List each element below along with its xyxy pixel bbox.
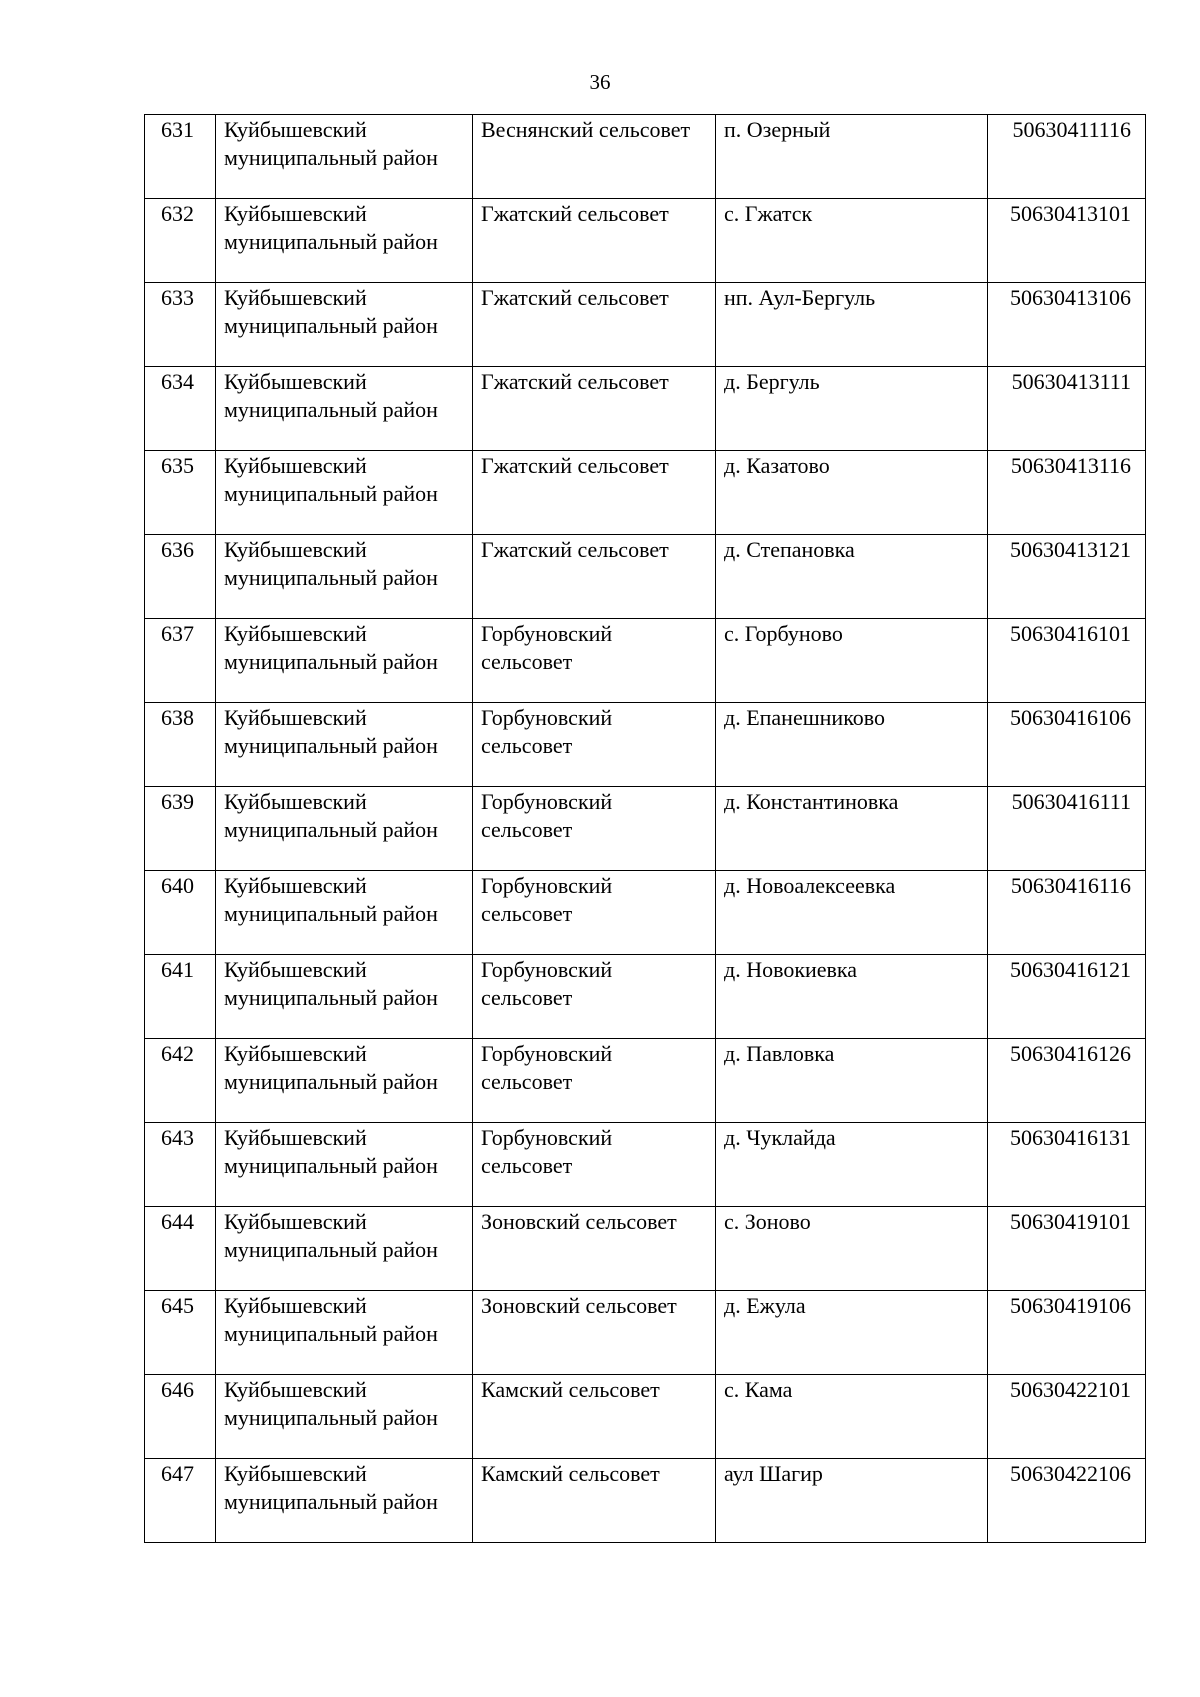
council-cell-text: Веснянский сельсовет bbox=[481, 117, 691, 142]
code-cell bbox=[988, 619, 1146, 703]
row-number-cell-text: 640 bbox=[161, 873, 194, 898]
district-cell-text: Куйбышевский муниципальный район bbox=[224, 1209, 438, 1262]
code-cell-text: 50630422106 bbox=[1010, 1461, 1131, 1486]
settlement-cell bbox=[716, 1207, 988, 1291]
row-number-cell bbox=[145, 451, 216, 535]
settlement-cell bbox=[716, 1123, 988, 1207]
code-cell-text: 50630411116 bbox=[1012, 117, 1131, 142]
row-number-cell bbox=[145, 1207, 216, 1291]
council-cell bbox=[473, 367, 716, 451]
council-cell-text: Камский сельсовет bbox=[481, 1377, 660, 1402]
district-cell bbox=[216, 955, 473, 1039]
settlement-cell bbox=[716, 1459, 988, 1543]
row-number-cell-text: 642 bbox=[161, 1041, 194, 1066]
council-cell bbox=[473, 535, 716, 619]
row-number-cell bbox=[145, 1123, 216, 1207]
table-row bbox=[145, 1291, 1146, 1375]
code-cell bbox=[988, 1123, 1146, 1207]
settlement-cell-text: д. Бергуль bbox=[724, 369, 820, 394]
district-cell-text: Куйбышевский муниципальный район bbox=[224, 957, 438, 1010]
table-row bbox=[145, 367, 1146, 451]
row-number-cell bbox=[145, 367, 216, 451]
table-row bbox=[145, 1459, 1146, 1543]
row-number-cell-text: 634 bbox=[161, 369, 194, 394]
council-cell-text: Горбуновский сельсовет bbox=[481, 621, 613, 674]
settlement-cell bbox=[716, 703, 988, 787]
council-cell-text: Гжатский сельсовет bbox=[481, 453, 669, 478]
council-cell-text: Горбуновский сельсовет bbox=[481, 873, 613, 926]
table-row bbox=[145, 1039, 1146, 1123]
table-row bbox=[145, 619, 1146, 703]
district-cell bbox=[216, 871, 473, 955]
district-cell bbox=[216, 535, 473, 619]
district-cell bbox=[216, 1039, 473, 1123]
settlement-cell bbox=[716, 955, 988, 1039]
settlement-cell bbox=[716, 535, 988, 619]
settlements-table bbox=[144, 114, 1146, 1543]
district-cell bbox=[216, 1207, 473, 1291]
district-cell-text: Куйбышевский муниципальный район bbox=[224, 453, 438, 506]
district-cell bbox=[216, 451, 473, 535]
council-cell-text: Гжатский сельсовет bbox=[481, 285, 669, 310]
row-number-cell-text: 639 bbox=[161, 789, 194, 814]
row-number-cell bbox=[145, 1291, 216, 1375]
code-cell bbox=[988, 199, 1146, 283]
council-cell bbox=[473, 787, 716, 871]
settlement-cell-text: д. Степановка bbox=[724, 537, 855, 562]
row-number-cell bbox=[145, 619, 216, 703]
table-row bbox=[145, 1375, 1146, 1459]
code-cell-text: 50630422101 bbox=[1010, 1377, 1131, 1402]
settlement-cell-text: с. Гжатск bbox=[724, 201, 813, 226]
row-number-cell-text: 643 bbox=[161, 1125, 194, 1150]
district-cell-text: Куйбышевский муниципальный район bbox=[224, 1125, 438, 1178]
code-cell bbox=[988, 115, 1146, 199]
settlement-cell bbox=[716, 451, 988, 535]
row-number-cell-text: 635 bbox=[161, 453, 194, 478]
settlement-cell-text: д. Константиновка bbox=[724, 789, 899, 814]
code-cell bbox=[988, 451, 1146, 535]
code-cell bbox=[988, 1375, 1146, 1459]
council-cell bbox=[473, 115, 716, 199]
code-cell-text: 50630416111 bbox=[1011, 789, 1131, 814]
settlement-cell bbox=[716, 1291, 988, 1375]
council-cell bbox=[473, 1291, 716, 1375]
council-cell bbox=[473, 871, 716, 955]
district-cell-text: Куйбышевский муниципальный район bbox=[224, 1041, 438, 1094]
district-cell-text: Куйбышевский муниципальный район bbox=[224, 117, 438, 170]
code-cell-text: 50630416106 bbox=[1010, 705, 1131, 730]
council-cell-text: Горбуновский сельсовет bbox=[481, 789, 613, 842]
district-cell bbox=[216, 787, 473, 871]
row-number-cell-text: 644 bbox=[161, 1209, 194, 1234]
council-cell-text: Камский сельсовет bbox=[481, 1461, 660, 1486]
council-cell bbox=[473, 703, 716, 787]
council-cell bbox=[473, 1123, 716, 1207]
table-row bbox=[145, 871, 1146, 955]
code-cell-text: 50630416121 bbox=[1010, 957, 1131, 982]
settlement-cell-text: п. Озерный bbox=[724, 117, 831, 142]
district-cell bbox=[216, 367, 473, 451]
district-cell bbox=[216, 115, 473, 199]
council-cell bbox=[473, 1039, 716, 1123]
table-row bbox=[145, 703, 1146, 787]
council-cell bbox=[473, 1207, 716, 1291]
row-number-cell bbox=[145, 1039, 216, 1123]
council-cell-text: Горбуновский сельсовет bbox=[481, 705, 613, 758]
code-cell bbox=[988, 535, 1146, 619]
row-number-cell bbox=[145, 283, 216, 367]
district-cell-text: Куйбышевский муниципальный район bbox=[224, 1461, 438, 1514]
row-number-cell-text: 638 bbox=[161, 705, 194, 730]
settlement-cell bbox=[716, 367, 988, 451]
district-cell bbox=[216, 1291, 473, 1375]
settlement-cell bbox=[716, 871, 988, 955]
row-number-cell bbox=[145, 1459, 216, 1543]
table-body bbox=[145, 115, 1146, 1543]
settlement-cell-text: нп. Аул-Бергуль bbox=[724, 285, 876, 310]
code-cell bbox=[988, 1291, 1146, 1375]
district-cell-text: Куйбышевский муниципальный район bbox=[224, 621, 438, 674]
row-number-cell bbox=[145, 199, 216, 283]
settlement-cell-text: д. Казатово bbox=[724, 453, 830, 478]
row-number-cell bbox=[145, 535, 216, 619]
settlement-cell bbox=[716, 199, 988, 283]
code-cell bbox=[988, 367, 1146, 451]
district-cell-text: Куйбышевский муниципальный район bbox=[224, 1293, 438, 1346]
row-number-cell-text: 647 bbox=[161, 1461, 194, 1486]
row-number-cell bbox=[145, 787, 216, 871]
settlement-cell-text: с. Кама bbox=[724, 1377, 793, 1402]
district-cell-text: Куйбышевский муниципальный район bbox=[224, 537, 438, 590]
district-cell-text: Куйбышевский муниципальный район bbox=[224, 369, 438, 422]
table-row bbox=[145, 451, 1146, 535]
council-cell-text: Горбуновский сельсовет bbox=[481, 1041, 613, 1094]
settlement-cell bbox=[716, 619, 988, 703]
council-cell-text: Гжатский сельсовет bbox=[481, 537, 669, 562]
code-cell bbox=[988, 1459, 1146, 1543]
district-cell-text: Куйбышевский муниципальный район bbox=[224, 789, 438, 842]
table-row bbox=[145, 1123, 1146, 1207]
settlement-cell-text: д. Павловка bbox=[724, 1041, 835, 1066]
district-cell-text: Куйбышевский муниципальный район bbox=[224, 285, 438, 338]
page-number: 36 bbox=[589, 70, 611, 94]
code-cell-text: 50630413111 bbox=[1011, 369, 1131, 394]
district-cell-text: Куйбышевский муниципальный район bbox=[224, 705, 438, 758]
council-cell-text: Горбуновский сельсовет bbox=[481, 1125, 613, 1178]
council-cell bbox=[473, 451, 716, 535]
settlement-cell bbox=[716, 787, 988, 871]
row-number-cell-text: 633 bbox=[161, 285, 194, 310]
table-row bbox=[145, 283, 1146, 367]
district-cell-text: Куйбышевский муниципальный район bbox=[224, 1377, 438, 1430]
council-cell bbox=[473, 1459, 716, 1543]
code-cell bbox=[988, 703, 1146, 787]
council-cell-text: Зоновский сельсовет bbox=[481, 1293, 677, 1318]
code-cell-text: 50630416131 bbox=[1010, 1125, 1131, 1150]
settlement-cell-text: д. Епанешниково bbox=[724, 705, 886, 730]
code-cell bbox=[988, 871, 1146, 955]
settlement-cell bbox=[716, 1375, 988, 1459]
code-cell-text: 50630413116 bbox=[1010, 453, 1131, 478]
code-cell-text: 50630413106 bbox=[1010, 285, 1131, 310]
settlement-cell-text: д. Ежула bbox=[724, 1293, 806, 1318]
settlement-cell-text: аул Шагир bbox=[724, 1461, 823, 1486]
council-cell bbox=[473, 199, 716, 283]
code-cell-text: 50630419101 bbox=[1010, 1209, 1131, 1234]
code-cell bbox=[988, 787, 1146, 871]
code-cell bbox=[988, 1207, 1146, 1291]
settlement-cell-text: д. Новоалексеевка bbox=[724, 873, 896, 898]
code-cell-text: 50630413101 bbox=[1010, 201, 1131, 226]
council-cell bbox=[473, 283, 716, 367]
council-cell bbox=[473, 955, 716, 1039]
council-cell-text: Гжатский сельсовет bbox=[481, 369, 669, 394]
table-row bbox=[145, 115, 1146, 199]
table-row bbox=[145, 955, 1146, 1039]
code-cell-text: 50630419106 bbox=[1010, 1293, 1131, 1318]
council-cell-text: Горбуновский сельсовет bbox=[481, 957, 613, 1010]
row-number-cell-text: 631 bbox=[161, 117, 194, 142]
row-number-cell-text: 646 bbox=[161, 1377, 194, 1402]
district-cell bbox=[216, 1375, 473, 1459]
table-row bbox=[145, 1207, 1146, 1291]
settlement-cell bbox=[716, 1039, 988, 1123]
settlement-cell-text: с. Горбуново bbox=[724, 621, 843, 646]
row-number-cell bbox=[145, 955, 216, 1039]
code-cell-text: 50630416116 bbox=[1010, 873, 1131, 898]
table-row bbox=[145, 199, 1146, 283]
council-cell bbox=[473, 619, 716, 703]
row-number-cell bbox=[145, 115, 216, 199]
district-cell bbox=[216, 619, 473, 703]
code-cell-text: 50630416126 bbox=[1010, 1041, 1131, 1066]
district-cell bbox=[216, 1459, 473, 1543]
settlement-cell bbox=[716, 283, 988, 367]
code-cell-text: 50630413121 bbox=[1010, 537, 1131, 562]
row-number-cell-text: 632 bbox=[161, 201, 194, 226]
row-number-cell-text: 636 bbox=[161, 537, 194, 562]
district-cell bbox=[216, 1123, 473, 1207]
district-cell bbox=[216, 199, 473, 283]
district-cell-text: Куйбышевский муниципальный район bbox=[224, 873, 438, 926]
council-cell-text: Зоновский сельсовет bbox=[481, 1209, 677, 1234]
row-number-cell bbox=[145, 703, 216, 787]
table-row bbox=[145, 787, 1146, 871]
row-number-cell-text: 645 bbox=[161, 1293, 194, 1318]
district-cell-text: Куйбышевский муниципальный район bbox=[224, 201, 438, 254]
row-number-cell-text: 641 bbox=[161, 957, 194, 982]
row-number-cell bbox=[145, 871, 216, 955]
settlement-cell-text: д. Чуклайда bbox=[724, 1125, 836, 1150]
code-cell-text: 50630416101 bbox=[1010, 621, 1131, 646]
district-cell bbox=[216, 703, 473, 787]
row-number-cell-text: 637 bbox=[161, 621, 194, 646]
code-cell bbox=[988, 283, 1146, 367]
row-number-cell bbox=[145, 1375, 216, 1459]
settlement-cell bbox=[716, 115, 988, 199]
table-row bbox=[145, 535, 1146, 619]
district-cell bbox=[216, 283, 473, 367]
settlement-cell-text: д. Новокиевка bbox=[724, 957, 858, 982]
code-cell bbox=[988, 1039, 1146, 1123]
settlement-cell-text: с. Зоново bbox=[724, 1209, 811, 1234]
council-cell bbox=[473, 1375, 716, 1459]
code-cell bbox=[988, 955, 1146, 1039]
council-cell-text: Гжатский сельсовет bbox=[481, 201, 669, 226]
